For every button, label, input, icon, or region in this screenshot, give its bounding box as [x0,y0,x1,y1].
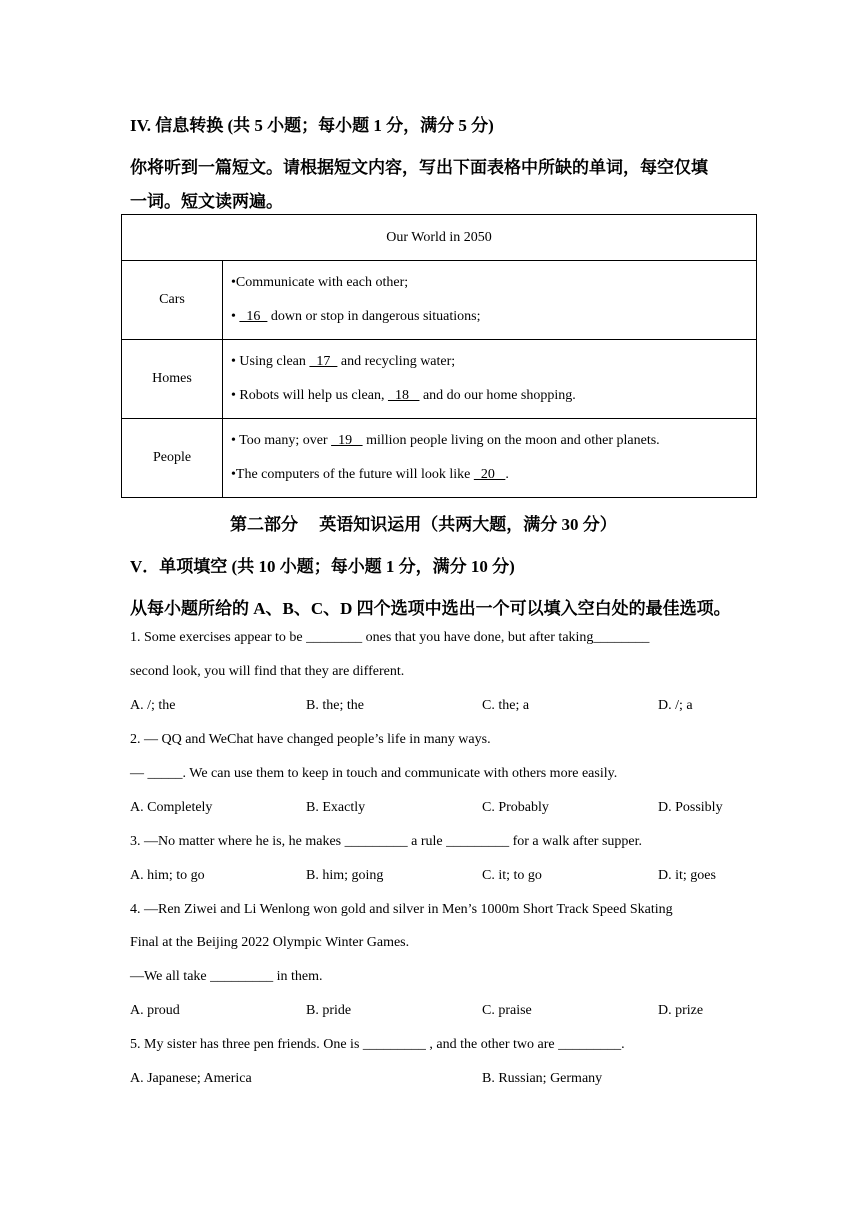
option-d[interactable]: D. Possibly [658,800,723,815]
line-text: • [231,309,236,324]
table-row [122,261,757,340]
blank-19: 19 [331,433,363,448]
table-row [122,340,757,419]
option-c[interactable]: C. praise [482,1003,532,1018]
question-3-line-1: 3. —No matter where he is, he makes _________ a rule _________ for a walk after supper. [130,834,643,849]
option-a[interactable]: A. Japanese; America [130,1071,252,1086]
content-line [231,266,756,300]
question-4-line-3: —We all take _________ in them. [130,969,323,984]
content-line [231,300,756,334]
line-text: • Robots will help us clean, [231,388,388,403]
section-5-instruction: 从每小题所给的 A、B、C、D 四个选项中选出一个可以填入空白处的最佳选项。 [130,599,731,618]
line-text: and do our home shopping. [419,388,576,403]
option-b[interactable]: B. pride [306,1003,352,1018]
content-line [231,345,756,379]
option-b[interactable]: B. Russian; Germany [482,1071,603,1086]
question-4-line-1: 4. —Ren Ziwei and Li Wenlong won gold and silver in Men’s 1000m Short Track Speed Skating [130,902,673,917]
row-content [223,340,757,419]
option-d[interactable]: D. /; a [658,698,693,713]
row-content [223,419,757,498]
line-text: . [505,467,509,482]
table-title: Our World in 2050 [122,215,757,261]
option-c[interactable]: C. Probably [482,800,549,815]
question-2-line-2: — _____. We can use them to keep in touch and communicate with others more easily. [130,766,618,781]
content-line [231,379,756,413]
line-text: •Communicate with each other; [231,275,409,290]
option-d[interactable]: D. it; goes [658,868,716,883]
option-c[interactable]: C. the; a [482,698,530,713]
table-row [122,419,757,498]
option-c[interactable]: C. it; to go [482,868,542,883]
question-2-line-1: 2. — QQ and WeChat have changed people’s life in many ways. [130,732,491,747]
content-line [231,424,756,458]
blank-16: 16 [239,309,268,324]
part-2-heading: 第二部分 英语知识运用（共两大题，满分 30 分） [230,515,617,534]
line-text: • Using clean [231,354,310,369]
option-a[interactable]: A. Completely [130,800,213,815]
row-label-homes: Homes [122,340,223,419]
question-1-line-2: second look, you will find that they are different. [130,664,405,679]
blank-17: 17 [309,354,338,369]
option-d[interactable]: D. prize [658,1003,704,1018]
section-5-heading: V．单项填空 (共 10 小题；每小题 1 分，满分 10 分) [130,557,515,576]
option-b[interactable]: B. the; the [306,698,364,713]
question-5-line-1: 5. My sister has three pen friends. One is _________ , and the other two are _________. [130,1037,625,1052]
option-b[interactable]: B. him; going [306,868,384,883]
row-label-people: People [122,419,223,498]
info-table [121,214,757,498]
section-4-instruction-line-2: 一词。短文读两遍。 [130,192,283,211]
blank-20: 20 [473,467,506,482]
line-text: and recycling water; [337,354,456,369]
question-4-line-2: Final at the Beijing 2022 Olympic Winter Games. [130,935,410,950]
section-4-instruction-line-1: 你将听到一篇短文。请根据短文内容，写出下面表格中所缺的单词，每空仅填 [130,158,708,177]
option-b[interactable]: B. Exactly [306,800,366,815]
question-1-line-1: 1. Some exercises appear to be ________ ones that you have done, but after taking________ [130,630,650,645]
option-a[interactable]: A. him; to go [130,868,205,883]
content-line [231,458,756,492]
line-text: •The computers of the future will look like [231,467,474,482]
blank-18: 18 [387,388,420,403]
row-label-cars: Cars [122,261,223,340]
row-content [223,261,757,340]
line-text: down or stop in dangerous situations; [267,309,481,324]
section-4-heading: IV. 信息转换 (共 5 小题；每小题 1 分，满分 5 分) [130,116,494,135]
line-text: million people living on the moon and other planets. [362,433,660,448]
line-text: • Too many; over [231,433,332,448]
option-a[interactable]: A. /; the [130,698,176,713]
option-a[interactable]: A. proud [130,1003,180,1018]
